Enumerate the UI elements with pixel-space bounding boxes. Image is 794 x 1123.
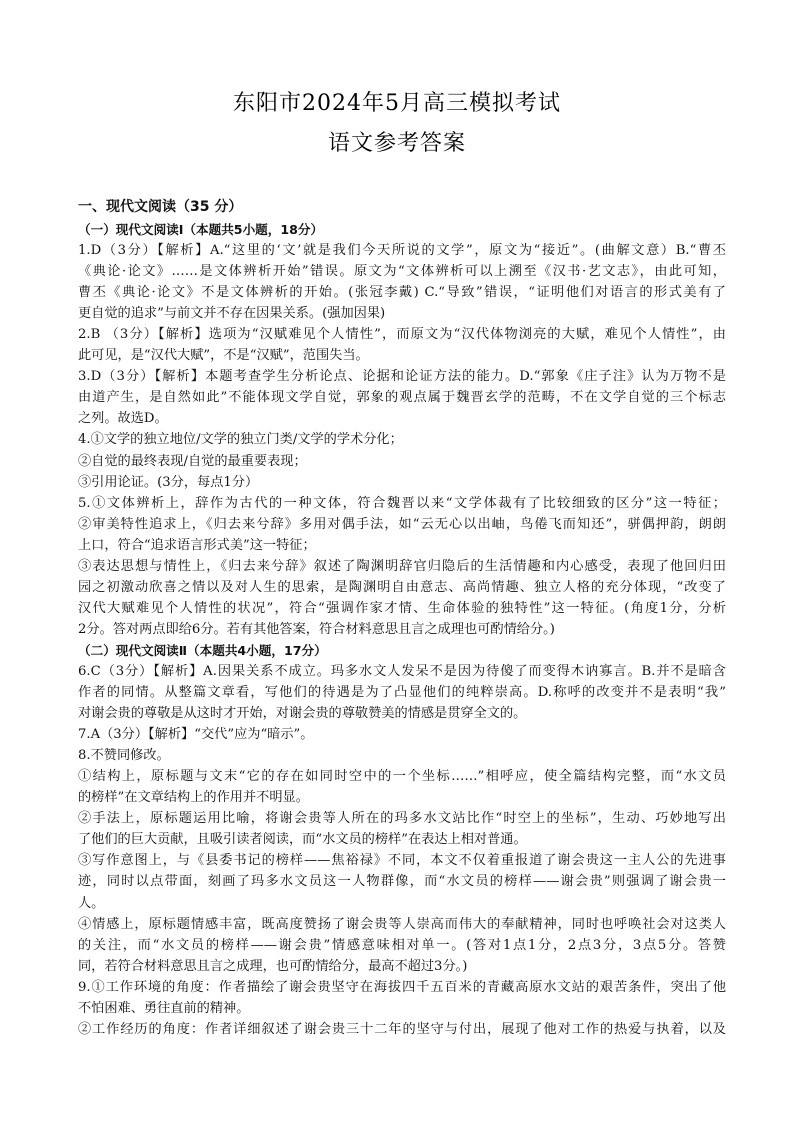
text-line: 《典论·论文》……是文体辨析开始”错误。原文为“文体辨析可以上溯至《汉书·艺文志》，由此可知，	[78, 264, 726, 280]
text-line: ③引用论证。(3分，每点1分）	[78, 474, 259, 490]
text-line: ②手法上，原标题运用比喻，将谢会贵等人所在的玛多水文站比作“时空上的坐标”，生动、巧妙地写出	[78, 811, 726, 827]
text-line: 2分。答对两点即给6分。若有其他答案，符合材料意思且言之成理也可酌情给分。)	[78, 621, 555, 637]
text-line: ②自觉的最终表现/自觉的最重要表现；	[78, 453, 307, 469]
text-line: 5.①文体辨析上，辞作为古代的一种文体，符合魏晋以来“文学体裁有了比较细致的区分”这一特征；	[78, 495, 726, 511]
text-line: 此可见，是“汉代大赋”，不是“汉赋”，范围失当。	[78, 348, 369, 364]
text-line: ④情感上，原标题情感丰富，既高度赞扬了谢会贵等人崇高而伟大的奉献精神，同时也呼唤社会对这类人	[78, 916, 726, 932]
document-title: 东阳市2024年5月高三模拟考试	[233, 91, 561, 116]
text-line: 由道产生，是自然如此”不能体现文学自觉，郭象的观点属于魏晋玄学的范畴，不在文学自觉的三个标志	[78, 390, 726, 406]
text-line: 曹丕《典论·论文》不是文体辨析的开始。(张冠李戴) C.“导致”错误，“证明他们对语言的形式美有了	[78, 285, 726, 301]
text-line: 9.①工作环境的角度：作者描绘了谢会贵坚守在海拔四千五百米的青藏高原水文站的艰苦条件，突出了他	[78, 979, 726, 995]
text-line: 的榜样”在文章结构上的作用并不明显。	[78, 790, 309, 806]
text-line: 同，若符合材料意思且言之成理，也可酌情给分，最高不超过3分。)	[78, 958, 468, 974]
text-line: 上口，符合“追求语言形式美”这一特征；	[78, 537, 316, 553]
text-line: 8.不赞同修改。	[78, 748, 170, 764]
text-line: 的关注，而“水文员的榜样——谢会贵”情感意味相对单一。(答对1点1分，2点3分，3点5分。答赞	[78, 937, 726, 953]
subsection-heading: （一）现代文阅读Ⅰ（本题共5小题，18分）	[78, 222, 324, 237]
text-line: ②工作经历的角度：作者详细叙述了谢会贵三十二年的坚守与付出，展现了他对工作的热爱与执着，以及	[78, 1021, 726, 1037]
text-line: ①结构上，原标题与文末“它的存在如同时空中的一个坐标……”相呼应，使全篇结构完整，而“水文员	[78, 769, 726, 785]
text-line: 人。	[78, 895, 105, 911]
text-line: 作者的同情。从整篇文章看，写他们的待遇是为了凸显他们的纯粹崇高。D.称呼的改变并不是表明“我”	[78, 685, 726, 701]
text-line: 2.B （3分）【解析】选项为“汉赋难见个人情性”，而原文为“汉代体物浏亮的大赋，难见个人情性”，由	[78, 327, 726, 343]
text-line: 6.C（3分）【解析】A.因果关系不成立。玛多水文人发呆不是因为待傻了而变得木讷寡言。B.并不是暗含	[78, 663, 726, 679]
text-line: ②审美特性追求上，《归去来兮辞》多用对偶手法，如“云无心以出岫，鸟倦飞而知还”，骈偶押韵，朗朗	[78, 516, 726, 532]
text-line: ③表达思想与情性上，《归去来兮辞》叙述了陶渊明辞官归隐后的生活情趣和内心感受，表现了他回归田	[78, 558, 726, 574]
text-line: 3.D（3分）【解析】本题考查学生分析论点、论据和论证方法的能力。D.“郭象《庄子注》认为万物不是	[78, 369, 726, 385]
text-line: 1.D（3分）【解析】A.“这里的‘文’就是我们今天所说的文学”，原文为“接近”。(曲解文意）B.“曹丕	[78, 243, 726, 259]
text-line: 7.A（3分）【解析】“交代”应为“暗示”。	[78, 727, 314, 743]
text-line: 园之初激动欣喜之情以及对人生的思索，是陶渊明自由意志、高尚情趣、独立人格的充分体现，“改变了	[78, 579, 726, 595]
text-line: 更自觉的追求”与前文并不存在因果关系。(强加因果)	[78, 306, 386, 322]
text-line: 4.①文学的独立地位/文学的独立门类/文学的学术分化；	[78, 432, 403, 448]
document-subtitle: 语文参考答案	[327, 131, 466, 156]
text-line: 之列。故选D。	[78, 411, 168, 427]
text-line: ③写作意图上，与《县委书记的榜样——焦裕禄》不同，本文不仅着重报道了谢会贵这一主人公的先进事	[78, 853, 726, 869]
text-line: 汉代大赋难见个人情性的状况”，符合“强调作家才情、生命体验的独特性”这一特征。(角度1分，分析	[78, 600, 726, 616]
text-line: 了他们的巨大贡献，且吸引读者阅读，而“水文员的榜样”在表达上相对普通。	[78, 832, 527, 848]
answer-body	[78, 219, 726, 1040]
text-line: 迹，同时以点带面，刻画了玛多水文员这一人物群像，而“水文员的榜样——谢会贵”则强调了谢会贵一	[78, 874, 726, 890]
text-line: 不怕困难、勇往直前的精神。	[78, 1000, 250, 1016]
subsection-heading: （二）现代文阅读Ⅱ（本题共4小题，17分）	[78, 642, 327, 658]
text-line: 对谢会贵的尊敬是从这时才开始，对谢会贵的尊敬赞美的情感是贯穿全文的。	[78, 706, 527, 722]
section-heading: 一、现代文阅读（35 分）	[78, 199, 243, 215]
